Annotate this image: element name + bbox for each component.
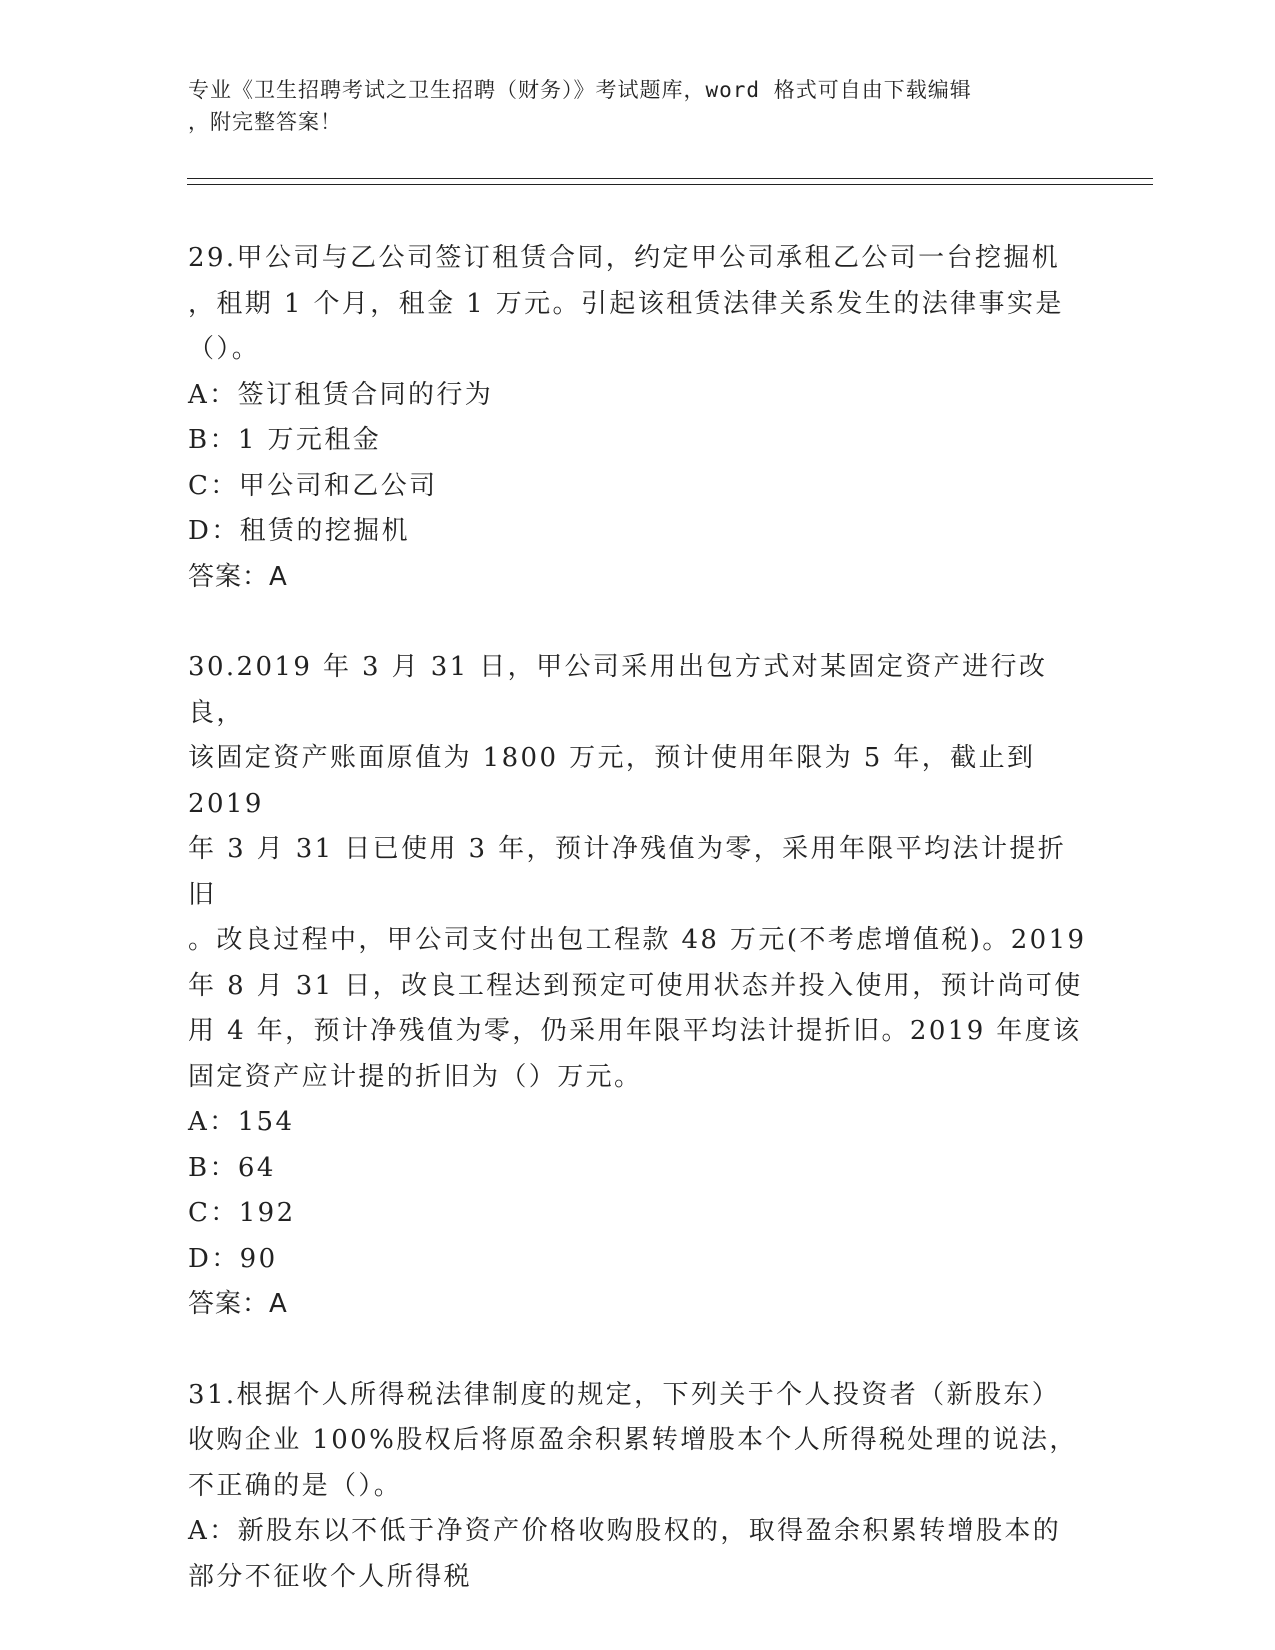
header-divider-top bbox=[187, 178, 1153, 179]
question-31 bbox=[188, 1373, 1088, 1601]
option-a-continued: 部分不征收个人所得税 bbox=[188, 1561, 473, 1592]
question-text-line: 年 8 月 31 日，改良工程达到预定可使用状态并投入使用，预计尚可使 bbox=[188, 970, 1083, 1001]
question-30 bbox=[188, 645, 1088, 1328]
question-text-line: 该固定资产账面原值为 1800 万元，预计使用年限为 5 年，截止到 2019 bbox=[188, 743, 1036, 819]
question-text-line: 年 3 月 31 日已使用 3 年，预计净残值为零，采用年限平均法计提折旧 bbox=[188, 834, 1067, 910]
option-a: A：签订租赁合同的行为 bbox=[188, 379, 494, 410]
document-header bbox=[188, 74, 1088, 138]
header-line-1: 专业《卫生招聘考试之卫生招聘（财务）》考试题库，word 格式可自由下载编辑 bbox=[188, 78, 972, 102]
option-d: D：90 bbox=[188, 1243, 278, 1274]
answer: 答案：A bbox=[188, 561, 288, 592]
option-c: C：192 bbox=[188, 1198, 296, 1228]
question-list bbox=[188, 236, 1088, 1645]
question-text-line: 收购企业 100%股权后将原盈余积累转增股本个人所得税处理的说法， bbox=[188, 1425, 1078, 1455]
option-d: D：租赁的挖掘机 bbox=[188, 516, 411, 546]
question-text-line: （）。 bbox=[188, 334, 261, 364]
option-b: B：64 bbox=[188, 1152, 276, 1183]
question-text-line: 不正确的是（）。 bbox=[188, 1470, 403, 1501]
answer: 答案：A bbox=[188, 1289, 288, 1319]
question-text-line: 。改良过程中，甲公司支付出包工程款 48 万元(不考虑增值税)。2019 bbox=[188, 925, 1087, 955]
header-divider-bottom bbox=[187, 184, 1153, 185]
question-text-line: 固定资产应计提的折旧为（）万元。 bbox=[188, 1061, 643, 1092]
question-text-line: 29.甲公司与乙公司签订租赁合同，约定甲公司承租乙公司一台挖掘机 bbox=[188, 243, 1061, 273]
option-a: A：154 bbox=[188, 1107, 295, 1137]
question-text-line: 用 4 年，预计净残值为零，仍采用年限平均法计提折旧。2019 年度该 bbox=[188, 1016, 1082, 1046]
option-c: C：甲公司和乙公司 bbox=[188, 470, 438, 501]
option-b: B：1 万元租金 bbox=[188, 425, 382, 455]
header-line-2: ，附完整答案！ bbox=[188, 110, 342, 134]
option-a: A：新股东以不低于净资产价格收购股权的，取得盈余积累转增股本的 bbox=[188, 1516, 1062, 1546]
question-29 bbox=[188, 236, 1088, 600]
question-text-line: 30.2019 年 3 月 31 日，甲公司采用出包方式对某固定资产进行改良， bbox=[188, 652, 1048, 728]
question-text-line: ，租期 1 个月，租金 1 万元。引起该租赁法律关系发生的法律事实是 bbox=[188, 288, 1064, 319]
question-text-line: 31.根据个人所得税法律制度的规定，下列关于个人投资者（新股东） bbox=[188, 1379, 1061, 1410]
